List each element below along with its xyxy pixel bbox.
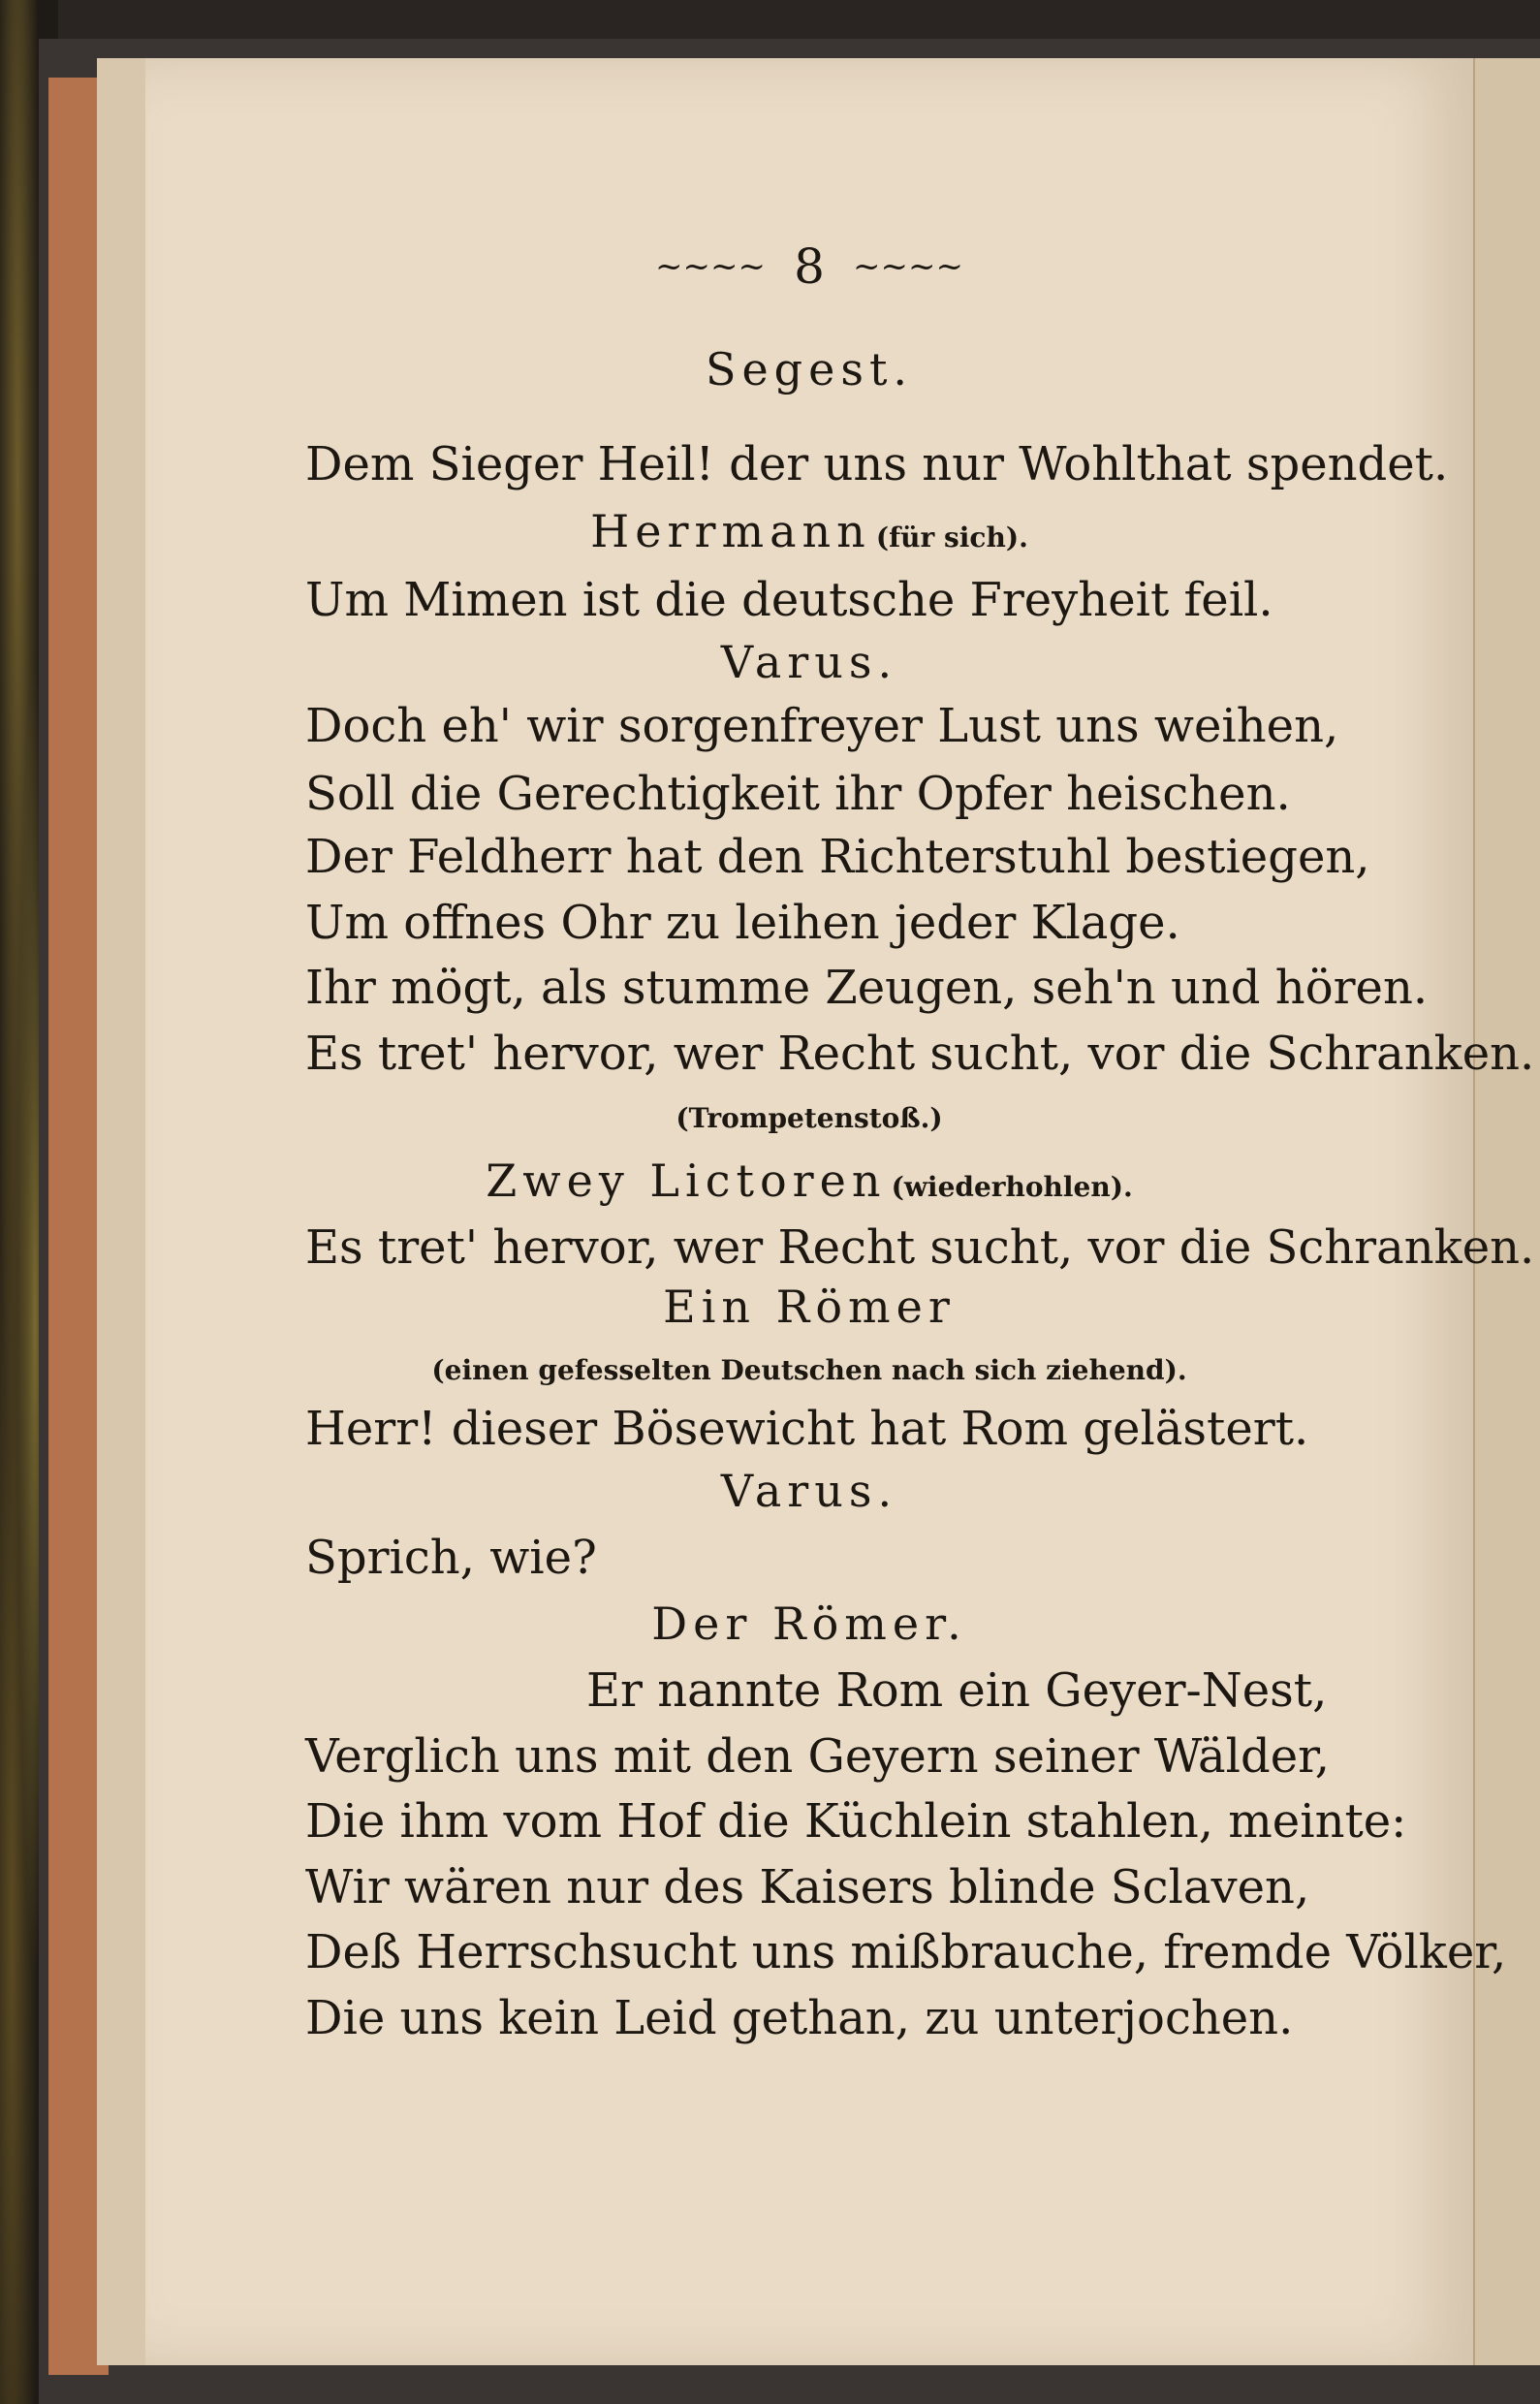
- speaker-der-roemer: Der Römer.: [651, 1597, 967, 1650]
- speaker-lictoren-line: [145, 1155, 1473, 1207]
- verse-line: Ihr mögt, als stumme Zeugen, seh'n und hören.: [305, 961, 1429, 1015]
- verse-line: Die uns kein Leid gethan, zu unterjochen.: [305, 1991, 1294, 2045]
- stage-direction: (Trompetenstoß.): [676, 1102, 943, 1134]
- verse-line: Sprich, wie?: [305, 1531, 597, 1585]
- verse-line: Um Mimen ist die deutsche Freyheit feil.: [305, 573, 1273, 627]
- verse-line: Er nannte Rom ein Geyer-Nest,: [586, 1663, 1328, 1718]
- book-page: [145, 58, 1535, 2365]
- verse-line: Es tret' hervor, wer Recht sucht, vor die Schranken.: [305, 1027, 1535, 1081]
- speaker-segest: Segest.: [705, 343, 914, 395]
- header-ornament-right: ~~~~: [853, 247, 963, 286]
- verse-line: Wir wären nur des Kaisers blinde Sclaven,: [305, 1860, 1310, 1914]
- speaker-varus: Varus.: [720, 1465, 898, 1517]
- verse-line: Der Feldherr hat den Richterstuhl bestiegen,: [305, 830, 1370, 884]
- speaker-roemer: Ein Römer: [663, 1281, 956, 1333]
- speaker-lictoren: Zwey Lictoren: [486, 1155, 887, 1207]
- page-header: [145, 238, 1473, 295]
- header-ornament-left: ~~~~: [655, 247, 766, 286]
- verse-line: Doch eh' wir sorgenfreyer Lust uns weihen,: [305, 699, 1339, 753]
- verse-line: Die ihm vom Hof die Küchlein stahlen, meinte:: [305, 1794, 1407, 1849]
- verse-line: Soll die Gerechtigkeit ihr Opfer heischen.: [305, 767, 1291, 821]
- stage-direction: (einen gefesselten Deutschen nach sich ziehend).: [431, 1354, 1187, 1386]
- verse-line: Verglich uns mit den Geyern seiner Wälder,: [305, 1729, 1331, 1784]
- next-page-sliver: [1473, 58, 1540, 2365]
- page-number: 8: [794, 238, 825, 295]
- verse-line: Um offnes Ohr zu leihen jeder Klage.: [305, 896, 1180, 950]
- speaker-herrmann-line: [145, 505, 1473, 557]
- verse-line: Herr! dieser Bösewicht hat Rom gelästert.: [305, 1402, 1309, 1456]
- stage-direction: (für sich).: [875, 522, 1028, 554]
- speaker-herrmann: Herrmann: [590, 505, 871, 557]
- speaker-varus: Varus.: [720, 636, 898, 688]
- stage-direction: (wiederhohlen).: [891, 1171, 1133, 1203]
- verse-line: Deß Herrschsucht uns mißbrauche, fremde Völker,: [305, 1925, 1507, 1979]
- verse-line: Es tret' hervor, wer Recht sucht, vor die Schranken.: [305, 1220, 1535, 1275]
- verse-line: Dem Sieger Heil! der uns nur Wohlthat spendet.: [305, 437, 1449, 491]
